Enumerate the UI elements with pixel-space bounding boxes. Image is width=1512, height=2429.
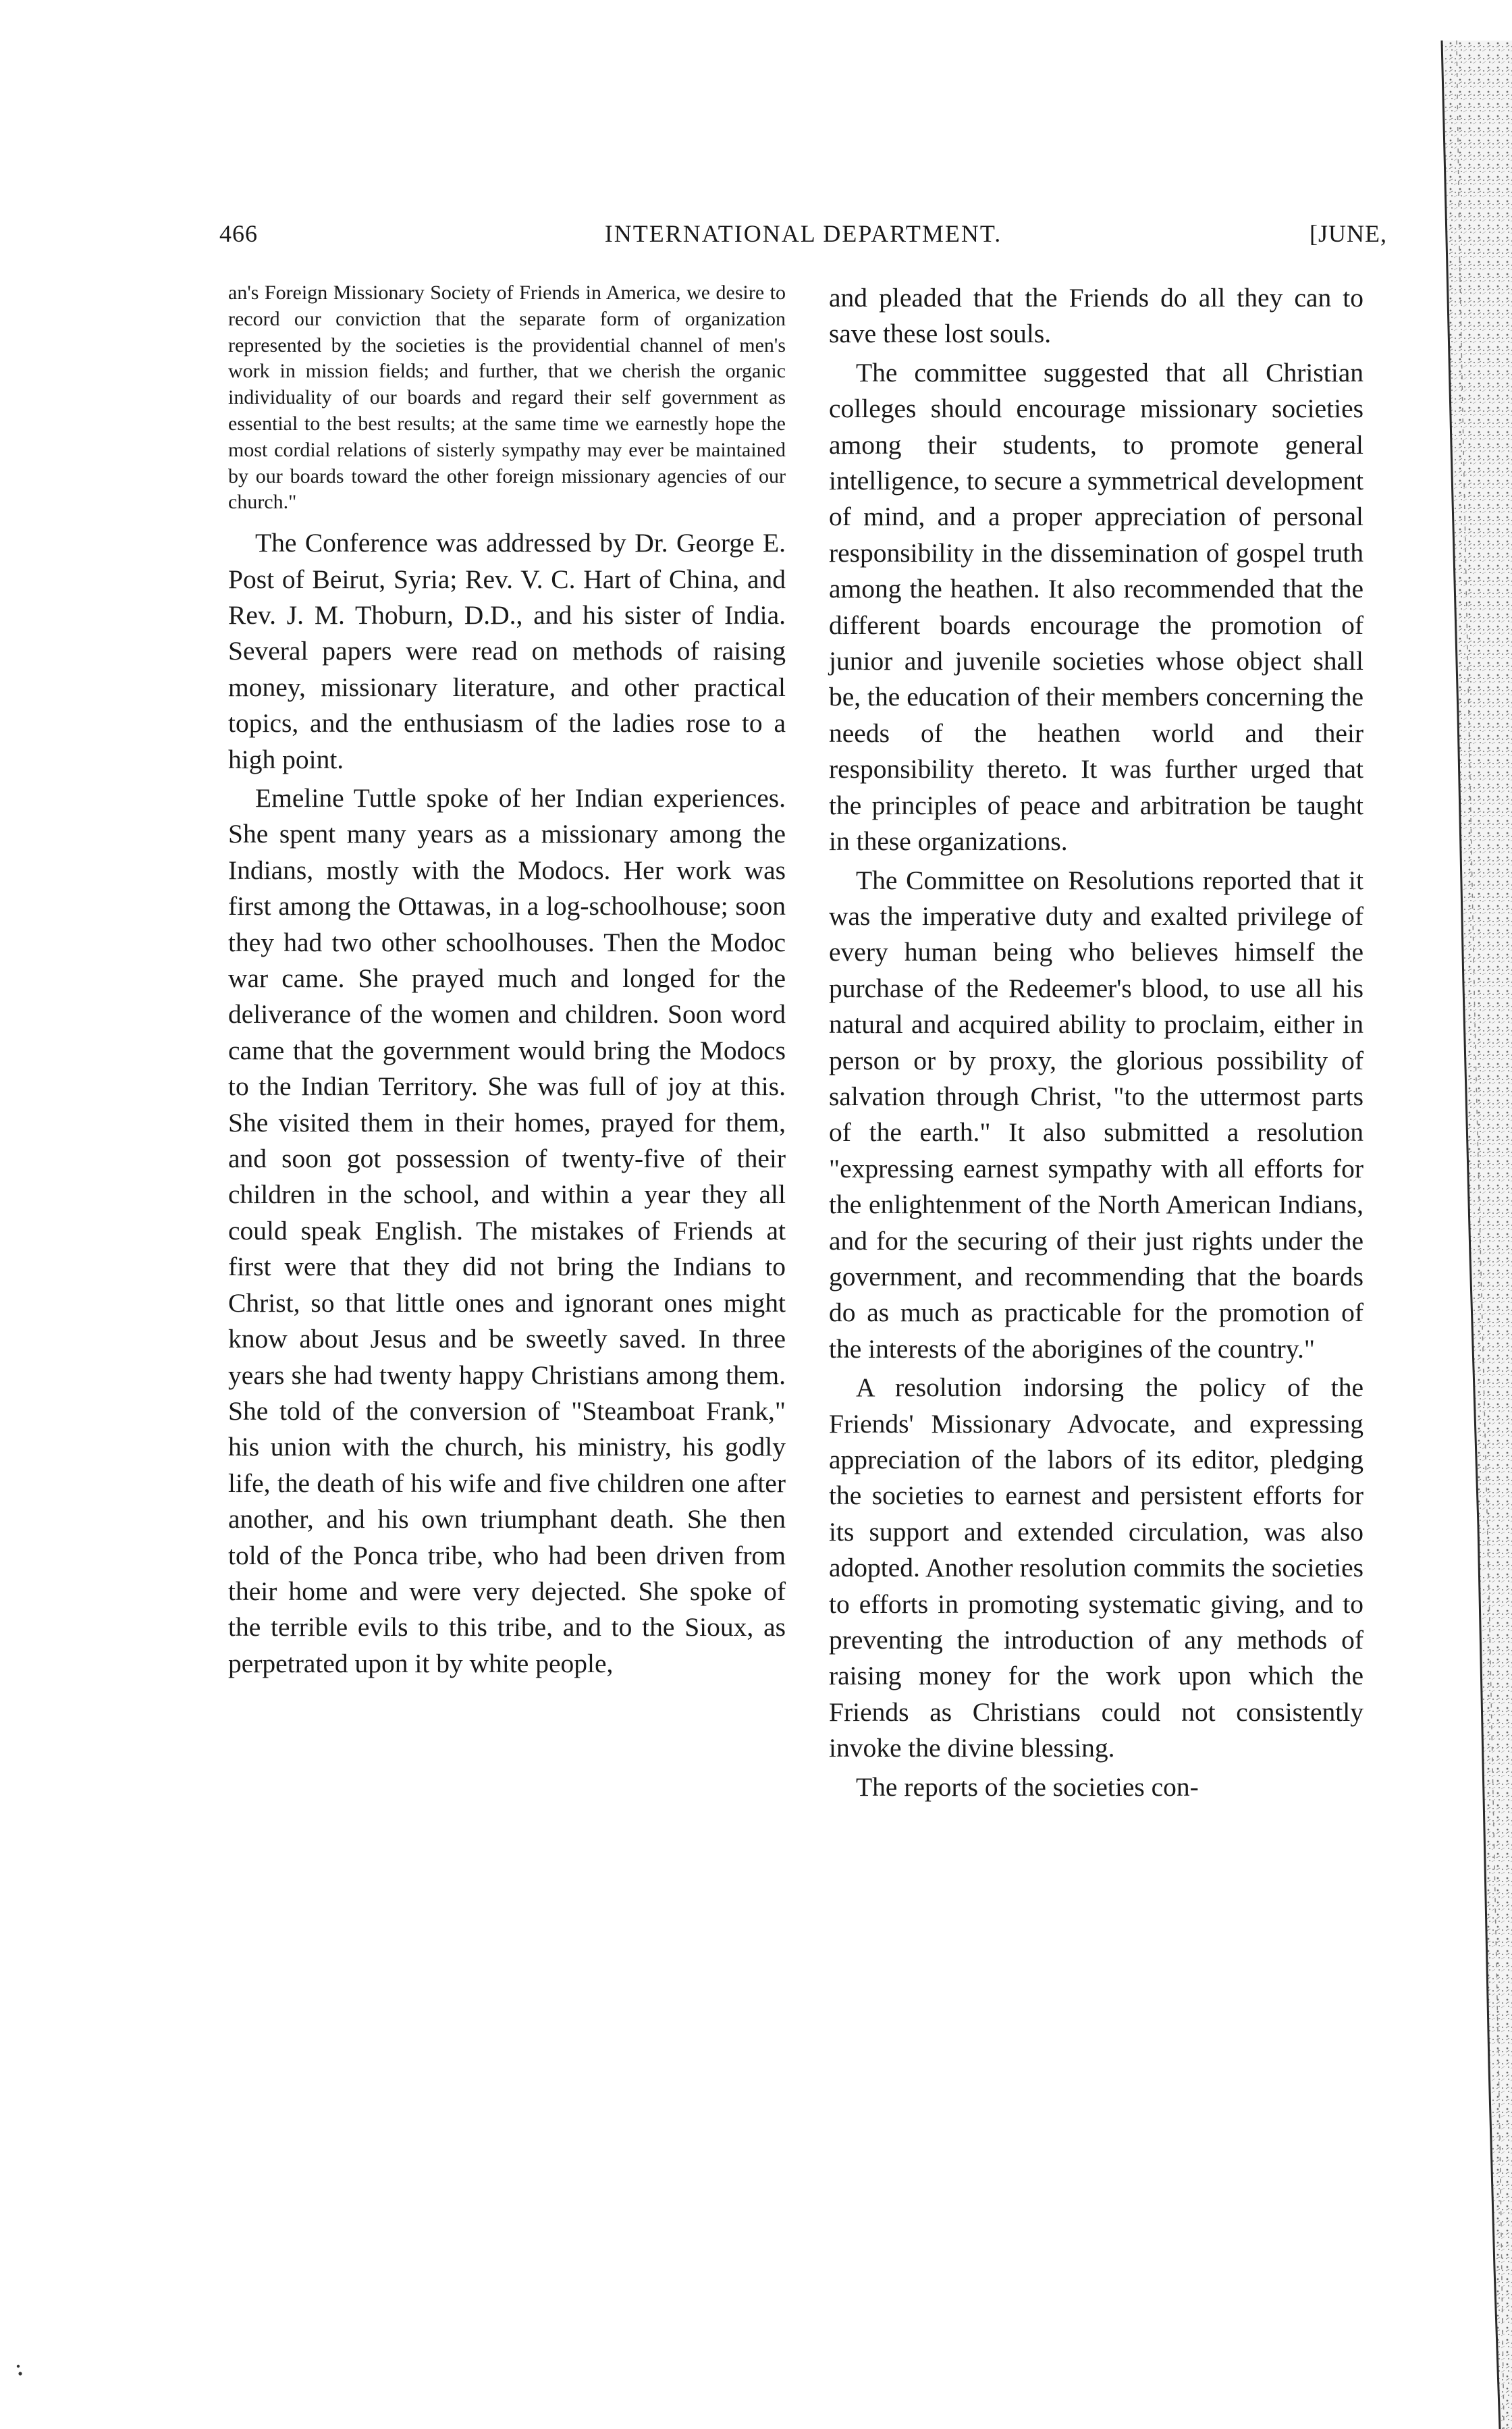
right-column (829, 280, 1364, 1805)
running-date: [JUNE, (1310, 220, 1387, 247)
paragraph-missionary-advocate: A resolution indorsing the policy of the Friends' Missionary Advocate, and expressing appreciation of the labors of its editor, pledging the societies to earnest and persistent efforts for its support and extended circulation, was also adopted. Another resolution commits the societies to efforts in promoting systematic giving, and to preventing the introduction of any methods of raising money for the work upon which the Friends as Christians could not consistently invoke the divine blessing. (829, 1372, 1364, 1763)
paragraph-continued: and pleaded that the Friends do all they can to save these lost souls. (829, 283, 1364, 349)
scanned-page-edge (1430, 41, 1512, 2429)
paragraph-reports: The reports of the societies con- (856, 1771, 1199, 1802)
page-number: 466 (219, 220, 258, 247)
paragraph-committee-colleges: The committee suggested that all Christian colleges should encourage missionary societies among their students, to promote general intelligence, to secure a symmetrical development of mind, and a proper appreciation of personal responsibility in the dissemination of gospel truth among the heathen. It also recommended that the different boards encourage the promotion of junior and juvenile societies whose object shall be, the education of their members concerning the needs of the heathen world and their responsibility thereto. It was further urged that the principles of peace and arbitration be taught in these organizations. (829, 357, 1364, 857)
paragraph-emeline-tuttle: Emeline Tuttle spoke of her Indian experiences. She spent many years as a missionary among the Indians, mostly with the Modocs. Her work was first among the Ottawas, in a log-schoolhouse; soon they had two other schoolhouses. Then the Modoc war came. She prayed much and longed for the deliverance of the women and children. Soon word came that the government would bring the Modocs to the Indian Territory. She was full of joy at this. She visited them in their homes, prayed for them, and soon got possession of twenty-five of their children in the school, and within a year they all could speak English. The mistakes of Friends at first were that they did not bring the Indians to Christ, so that little ones and ignorant ones might know about Jesus and be sweetly saved. In three years she had twenty happy Christians among them. She told of the conversion of "Steamboat Frank," his union with the church, his ministry, his godly life, the death of his wife and five children one after another, and his own triumphant death. She then told of the Ponca tribe, who had been driven from their home and were very dejected. She spoke of the terrible evils to this tribe, and to the Sioux, as perpetrated upon it by white people, (228, 783, 786, 1678)
paragraph-committee-resolutions: The Committee on Resolutions reported that it was the imperative duty and exalted privilege of every human being who believes himself the purchase of the Redeemer's blood, to use all his natural and acquired ability to proclaim, either in person or by proxy, the glorious possibility of salvation through Christ, "to the uttermost parts of the earth." It also submitted a resolution "expressing earnest sympathy with all efforts for the enlightenment of the North American Indians, and for the securing of their just rights under the government, and recommending that the boards do as much as practicable for the promotion of the interests of the aborigines of the country." (829, 865, 1364, 1364)
page-header (219, 219, 1387, 260)
running-title: INTERNATIONAL DEPARTMENT. (604, 220, 1002, 247)
quoted-resolution: an's Foreign Missionary Society of Friends in America, we desire to record our conviction that the separate form of organization represented by the societies is the providential channel of men's work in mission fields; and further, that we cherish the organic individuality of our boards and regard their self government as essential to the best results; at the same time we earnestly hope the most cordial relations of sisterly sympathy may ever be maintained by our boards toward the other foreign missionary agencies of our church." (228, 282, 786, 514)
left-column (228, 280, 786, 1682)
paragraph-conference-addressed: The Conference was addressed by Dr. George E. Post of Beirut, Syria; Rev. V. C. Hart of China, and Rev. J. M. Thoburn, D.D., and his sister of India. Several papers were read on methods of raising money, missionary literature, and other practical topics, and the enthusiasm of the ladies rose to a high point. (228, 528, 786, 774)
scan-artifact-mark (15, 2363, 24, 2378)
